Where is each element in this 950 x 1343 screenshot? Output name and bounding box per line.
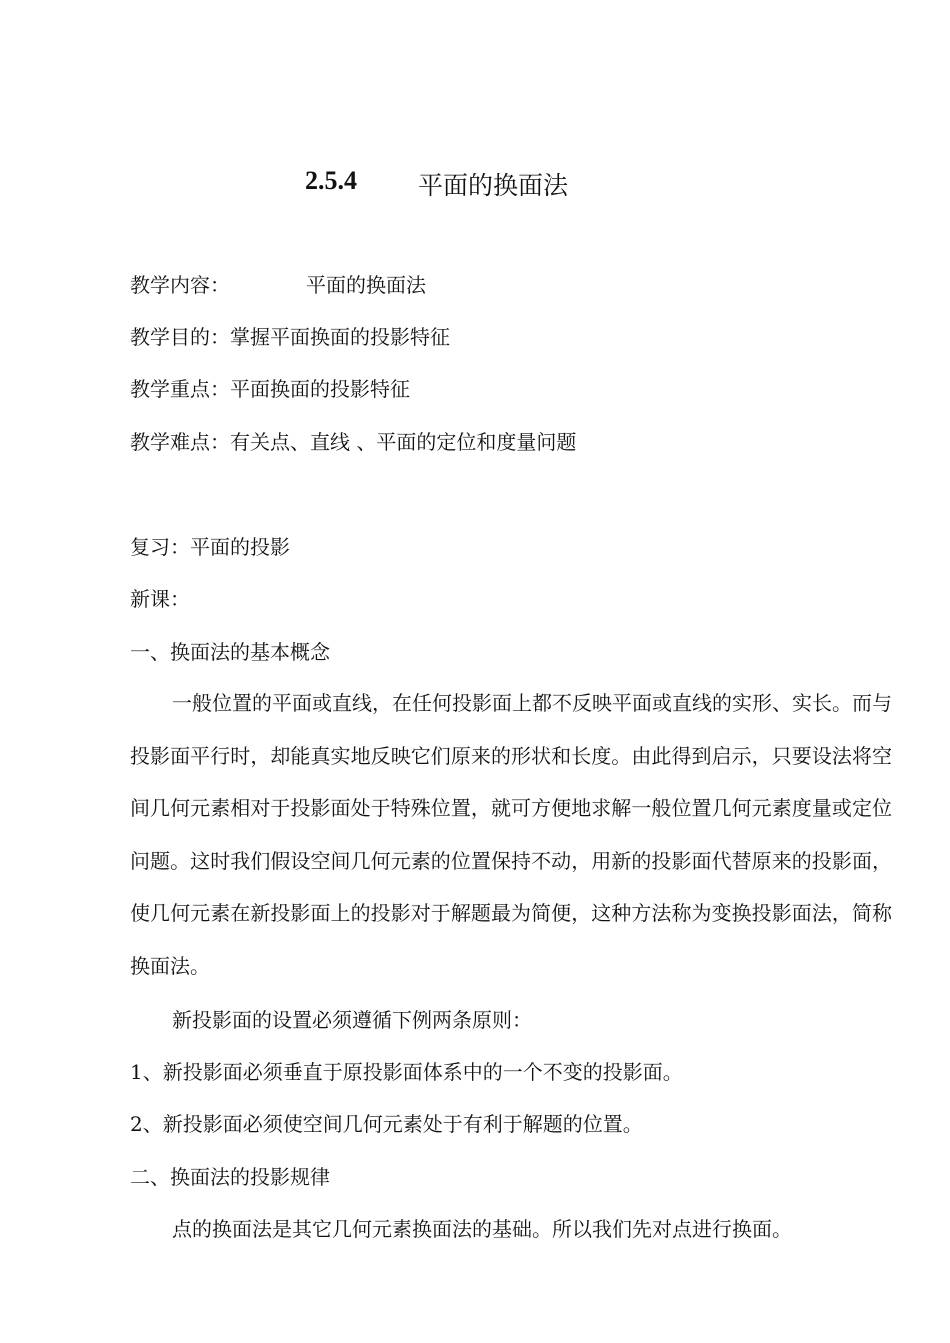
section2-heading: 二、换面法的投影规律 <box>130 1165 330 1189</box>
teaching-content-value: 平面的换面法 <box>306 273 426 297</box>
principle-2: 2、新投影面必须使空间几何元素处于有利于解题的位置。 <box>130 1112 643 1136</box>
review-line: 复习：平面的投影 <box>130 535 290 559</box>
section-number: 2.5.4 <box>305 166 357 195</box>
principle-1: 1、新投影面必须垂直于原投影面体系中的一个不变的投影面。 <box>130 1060 683 1084</box>
principles-intro: 新投影面的设置必须遵循下例两条原则： <box>172 1008 532 1032</box>
teaching-content-line <box>130 271 426 299</box>
teaching-goal: 教学目的：掌握平面换面的投影特征 <box>130 325 450 349</box>
new-lesson-line: 新课： <box>130 587 190 611</box>
teaching-key-point: 教学重点：平面换面的投影特征 <box>130 377 410 401</box>
section1-paragraph: 一般位置的平面或直线，在任何投影面上都不反映平面或直线的实形、实长。而与投影面平行时，却能真实地反映它们原来的形状和长度。由此得到启示，只要设法将空间几何元素相对于投影面处于特殊位置，就可方便地求解一般位置几何元素度量或定位问题。这时我们假设空间几何元素的位置保持不动，用新的投影面代替原来的投影面，使几何元素在新投影面上的投影对于解题最为简便，这种方法称为变换投影面法，简称换面法。 <box>130 691 892 978</box>
title-text: 平面的换面法 <box>418 171 569 200</box>
section2-paragraph: 点的换面法是其它几何元素换面法的基础。所以我们先对点进行换面。 <box>172 1217 792 1241</box>
teaching-content-label: 教学内容： <box>130 273 230 297</box>
section1-heading: 一、换面法的基本概念 <box>130 640 330 664</box>
document-title <box>0 166 950 202</box>
teaching-difficulty: 教学难点：有关点、直线 、平面的定位和度量问题 <box>130 430 577 454</box>
